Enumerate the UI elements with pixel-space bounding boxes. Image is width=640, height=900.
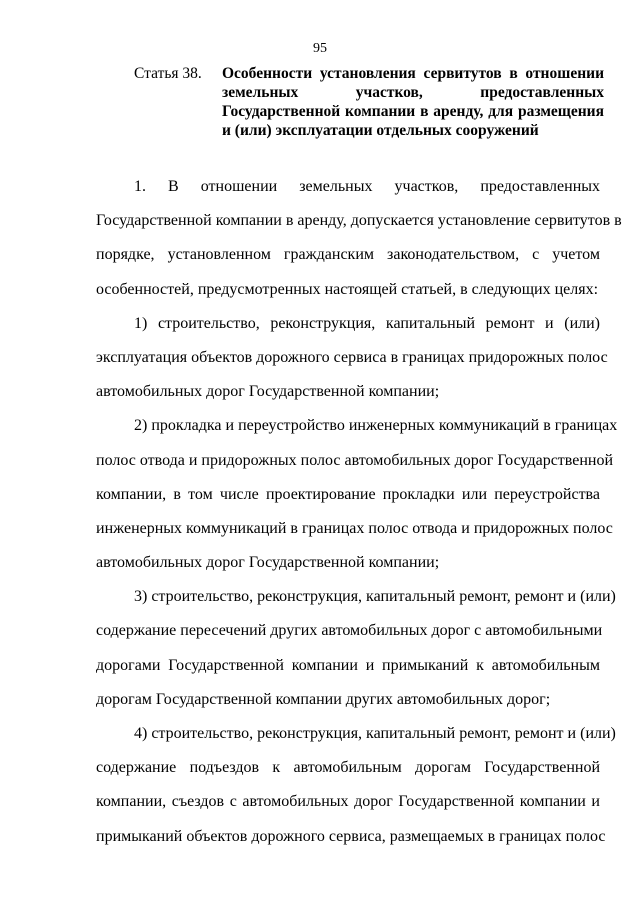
body-line: 1. В отношении земельных участков, предоставленных (134, 178, 600, 195)
body-line: Государственной компании в аренду, допускается установление сервитутов в (96, 212, 622, 230)
body-line: эксплуатация объектов дорожного сервиса в границах придорожных полос (96, 348, 608, 366)
body-line: 4) строительство, реконструкция, капитальный ремонт, ремонт и (или) (134, 725, 616, 742)
article-title-line: земельных участков, предоставленных (222, 84, 604, 101)
body-line: 1) строительство, реконструкция, капитальный ремонт и (или) (134, 314, 600, 332)
body-line: инженерных коммуникаций в границах полос отвода и придорожных полос (96, 519, 613, 537)
article-title (222, 64, 604, 140)
body-line: 2) прокладка и переустройство инженерных коммуникаций в границах (134, 417, 618, 435)
article-title-line: Особенности установления сервитутов в отношении (222, 65, 604, 82)
page-number: 95 (313, 41, 327, 56)
body-line: компании, в том числе проектирование прокладки или переустройства (96, 485, 600, 503)
article-title-line: и (или) эксплуатации отдельных сооружений (222, 122, 539, 139)
body-line: 3) строительство, реконструкция, капитальный ремонт, ремонт и (или) (134, 588, 616, 606)
body-line: автомобильных дорог Государственной компании; (96, 554, 440, 572)
article-body (96, 170, 622, 854)
article-label: Статья 38. (134, 65, 202, 82)
body-line: автомобильных дорог Государственной компании; (96, 383, 440, 401)
article-heading (134, 64, 604, 140)
body-line: примыканий объектов дорожного сервиса, размещаемых в границах полос (96, 827, 606, 845)
body-line: дорогами Государственной компании и примыканий к автомобильным (96, 656, 600, 674)
body-line: полос отвода и придорожных полос автомобильных дорог Государственной (96, 451, 614, 469)
body-line: особенностей, предусмотренных настоящей статьей, в следующих целях: (96, 280, 599, 298)
article-title-line: Государственной компании в аренду, для размещения (222, 103, 604, 120)
body-line: дорогам Государственной компании других автомобильных дорог; (96, 690, 551, 708)
body-line: компании, съездов с автомобильных дорог Государственной компании и (96, 793, 600, 811)
body-line: порядке, установленном гражданским законодательством, с учетом (96, 246, 600, 264)
body-line: содержание пересечений других автомобильных дорог с автомобильными (96, 622, 603, 640)
body-line: содержание подъездов к автомобильным дорогам Государственной (96, 759, 600, 777)
